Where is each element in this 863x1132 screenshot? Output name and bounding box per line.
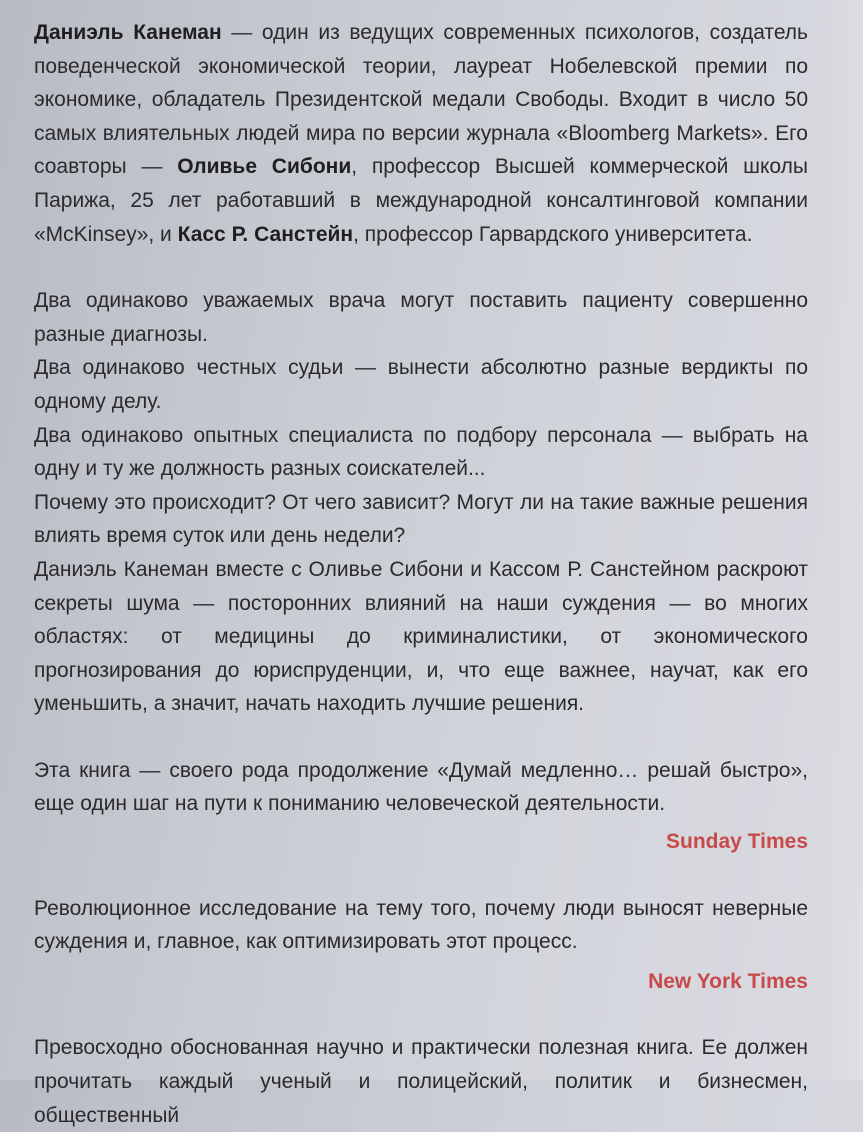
blurb-paragraph: Два одинаково честных судьи — вынести абсолютно разные вердикты по одному делу. [34, 356, 808, 413]
blurb-paragraph: Даниэль Канеман вместе с Оливье Сибони и Кассом Р. Санстейном раскроют секреты шума — посторонних влияний на наши суждения — во многих областях: от медицины до криминалистики, от экономического прогнозирования до юриспруденции, и, что еще важнее, научат, как его уменьшить, а значит, начать находить лучшие решения. [34, 557, 808, 716]
review-source: Sunday Times [666, 830, 808, 854]
author-name-sunstein: Касс Р. Санстейн [177, 222, 354, 246]
author-name-kahneman: Даниэль Канеман [34, 21, 222, 44]
page-edge-shading [823, 0, 863, 1080]
review-quote [34, 754, 808, 859]
bio-text-2: , профессор Высшей коммерческой школы Парижа, 25 лет работавший в международной консалтинговой компании «McKinsey», и [34, 155, 809, 246]
review-source: New York Times [648, 969, 808, 993]
bio-text-3: , профессор Гарвардского университета. [353, 222, 753, 246]
blurb-paragraph: Почему это происходит? От чего зависит? Могут ли на такие важные решения влиять время суток или день недели? [34, 490, 808, 548]
book-blurb [34, 284, 808, 721]
review-quote [34, 892, 808, 999]
cover-text [34, 16, 808, 1132]
author-name-sibony: Оливье Сибони [177, 155, 352, 179]
blurb-paragraph: Два одинаково уважаемых врача могут поставить пациенту совершенно разные диагнозы. [34, 289, 808, 346]
review-quote-text: Превосходно обоснованная научно и практически полезная книга. Ее должен прочитать каждый ученый и полицейский, политик и бизнесмен, общественный [34, 1036, 808, 1127]
review-quote [34, 1031, 808, 1132]
review-quote-text: Эта книга — своего рода продолжение «Думай медленно… решай быстро», еще один шаг на пути к пониманию человеческой деятельности. [34, 758, 808, 816]
author-bio [34, 16, 808, 251]
blurb-paragraph: Два одинаково опытных специалиста по подбору персонала — выбрать на одну и ту же должность разных соискателей... [34, 423, 808, 481]
bio-text-1: — один из ведущих современных психологов, создатель поведенческой экономической теории, лауреат Нобелевской премии по экономике, обладатель Президентской медали Свободы. Входит в число 50 самых влиятельных людей мира по версии журнала «Bloomberg Markets». Его соавторы — [34, 21, 808, 179]
review-quote-text: Революционное исследование на тему того, почему люди выносят неверные суждения и, главное, как оптимизировать этот процесс. [34, 896, 808, 954]
